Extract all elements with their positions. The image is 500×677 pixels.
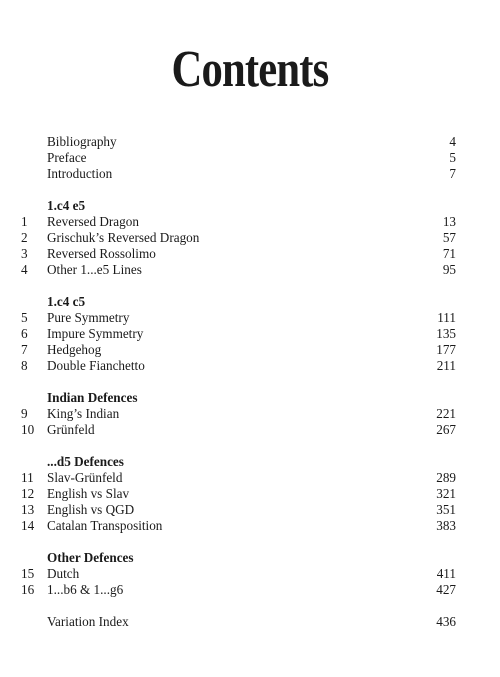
section-heading: 1.c4 c5 bbox=[47, 294, 86, 309]
entry-title: English vs Slav bbox=[47, 486, 130, 501]
page-number: 267 bbox=[436, 422, 456, 437]
chapter-number: 5 bbox=[21, 310, 28, 325]
section-heading: 1.c4 e5 bbox=[47, 198, 86, 213]
page-number: 7 bbox=[449, 166, 456, 181]
entry-title: Slav-Grünfeld bbox=[47, 470, 123, 485]
entry-title: Other 1...e5 Lines bbox=[47, 262, 142, 277]
entry-title: Catalan Transposition bbox=[47, 518, 163, 533]
back-matter-entry[interactable] bbox=[0, 614, 500, 630]
page-number: 289 bbox=[436, 470, 456, 485]
page-number: 221 bbox=[436, 406, 456, 421]
front-matter-entry[interactable] bbox=[0, 166, 500, 182]
entry-title: 1...b6 & 1...g6 bbox=[47, 582, 124, 597]
chapter-number: 13 bbox=[21, 502, 35, 517]
chapter-entry[interactable] bbox=[0, 230, 500, 246]
entry-title: Reversed Rossolimo bbox=[47, 246, 156, 261]
page-number: 111 bbox=[437, 310, 456, 325]
chapter-entry[interactable] bbox=[0, 310, 500, 326]
chapter-number: 7 bbox=[21, 342, 28, 357]
chapter-number: 1 bbox=[21, 214, 28, 229]
chapter-entry[interactable] bbox=[0, 582, 500, 598]
page-number: 436 bbox=[436, 614, 456, 629]
chapter-entry[interactable] bbox=[0, 246, 500, 262]
chapter-entry[interactable] bbox=[0, 262, 500, 278]
section-heading: Indian Defences bbox=[47, 390, 138, 405]
front-matter-entry[interactable] bbox=[0, 150, 500, 166]
chapter-number: 3 bbox=[21, 246, 28, 261]
entry-title: Variation Index bbox=[47, 614, 129, 629]
page-number: 5 bbox=[449, 150, 456, 165]
chapter-number: 2 bbox=[21, 230, 28, 245]
chapter-entry[interactable] bbox=[0, 358, 500, 374]
page-number: 211 bbox=[436, 358, 456, 373]
chapter-entry[interactable] bbox=[0, 326, 500, 342]
chapter-number: 12 bbox=[21, 486, 35, 501]
entry-title: Introduction bbox=[47, 166, 113, 181]
entry-title: Double Fianchetto bbox=[47, 358, 145, 373]
chapter-number: 6 bbox=[21, 326, 28, 341]
page-number: 135 bbox=[436, 326, 456, 341]
entry-title: Impure Symmetry bbox=[47, 326, 144, 341]
entry-title: Reversed Dragon bbox=[47, 214, 139, 229]
entry-title: King’s Indian bbox=[47, 406, 120, 421]
chapter-number: 15 bbox=[21, 566, 35, 581]
page-number: 71 bbox=[442, 246, 456, 261]
chapter-number: 11 bbox=[21, 470, 34, 485]
entry-title: Hedgehog bbox=[47, 342, 102, 357]
entry-title: Dutch bbox=[47, 566, 80, 581]
chapter-entry[interactable] bbox=[0, 422, 500, 438]
entry-title: Grünfeld bbox=[47, 422, 95, 437]
section-heading: Other Defences bbox=[47, 550, 134, 565]
chapter-entry[interactable] bbox=[0, 486, 500, 502]
page-number: 177 bbox=[436, 342, 456, 357]
entry-title: Preface bbox=[47, 150, 87, 165]
page-number: 95 bbox=[442, 262, 456, 277]
page-number: 411 bbox=[436, 566, 456, 581]
entry-title: Bibliography bbox=[47, 134, 117, 149]
page-number: 427 bbox=[436, 582, 456, 597]
front-matter-entry[interactable] bbox=[0, 134, 500, 150]
page-number: 383 bbox=[436, 518, 456, 533]
chapter-entry[interactable] bbox=[0, 518, 500, 534]
page-number: 351 bbox=[436, 502, 456, 517]
section-heading: ...d5 Defences bbox=[47, 454, 124, 469]
chapter-entry[interactable] bbox=[0, 566, 500, 582]
page-number: 13 bbox=[442, 214, 456, 229]
chapter-entry[interactable] bbox=[0, 406, 500, 422]
chapter-number: 4 bbox=[21, 262, 28, 277]
chapter-number: 14 bbox=[21, 518, 35, 533]
entry-title: Grischuk’s Reversed Dragon bbox=[47, 230, 200, 245]
chapter-number: 8 bbox=[21, 358, 28, 373]
chapter-entry[interactable] bbox=[0, 342, 500, 358]
entry-title: English vs QGD bbox=[47, 502, 135, 517]
page-number: 321 bbox=[436, 486, 456, 501]
chapter-number: 9 bbox=[21, 406, 28, 421]
page-number: 57 bbox=[442, 230, 456, 245]
chapter-entry[interactable] bbox=[0, 470, 500, 486]
page-title: Contents bbox=[171, 41, 329, 98]
page-number: 4 bbox=[449, 134, 456, 149]
chapter-entry[interactable] bbox=[0, 214, 500, 230]
chapter-number: 16 bbox=[21, 582, 35, 597]
entry-title: Pure Symmetry bbox=[47, 310, 130, 325]
chapter-entry[interactable] bbox=[0, 502, 500, 518]
chapter-number: 10 bbox=[21, 422, 35, 437]
